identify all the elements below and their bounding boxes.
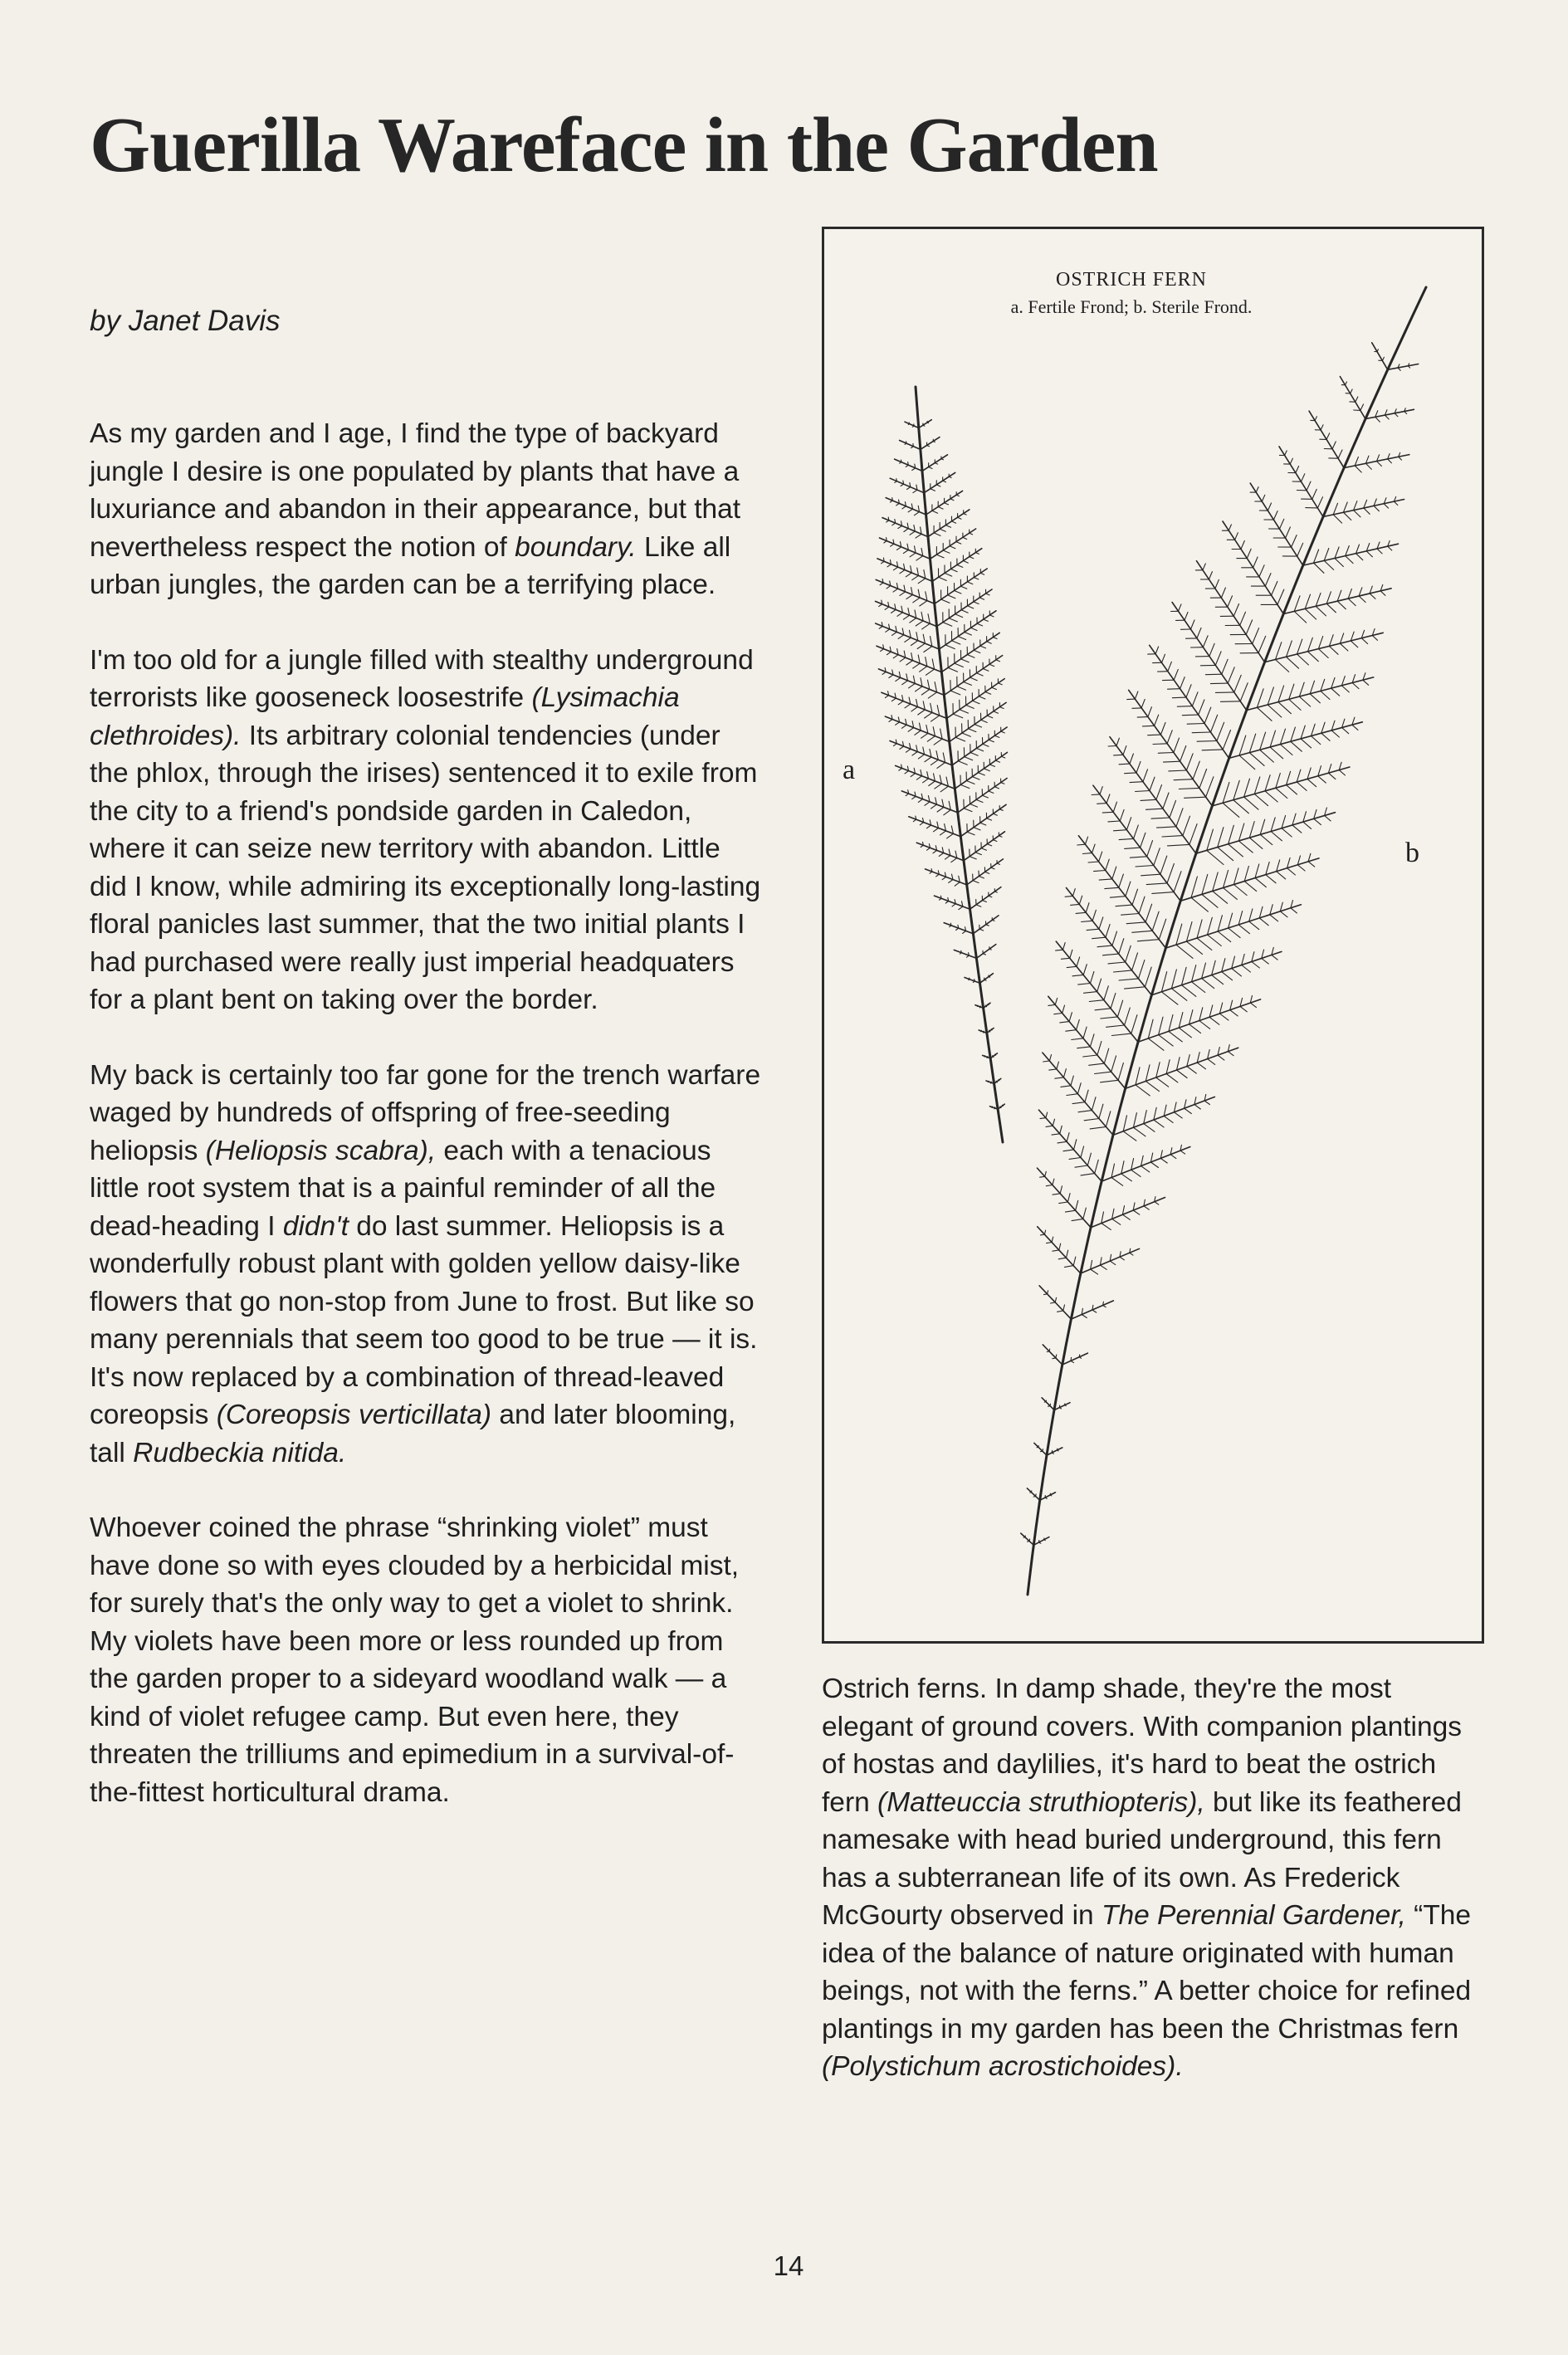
latin-name-coreopsis: (Coreopsis verticillata) xyxy=(216,1400,492,1430)
label-sterile-frond: b xyxy=(1405,838,1419,868)
text-run: do last summer. Heliopsis is a wonderfully robust plant with golden yellow daisy-like flowers that go non-stop from June to frost. But like so many perennials that seem too good to be true — it is. It's now replaced by a combination of thread-leaved coreopsis xyxy=(90,1210,758,1430)
figure-caption: a. Fertile Frond; b. Sterile Frond. xyxy=(1010,296,1253,317)
text-run: As my garden and I age, I find the type of backyard jungle I desire is one populated by plants that have a luxuriance and abandon in their appearance, but that nevertheless respect the notion of xyxy=(90,418,741,563)
emphasis-boundary: boundary. xyxy=(515,531,637,563)
latin-name-polystichum: (Polystichum acrostichoides). xyxy=(822,2051,1184,2082)
text-run: Ostrich ferns. In damp shade, they're the most elegant of ground covers. With companion plantings of hostas and daylilies, it's hard to beat the ostrich fern xyxy=(822,1673,1462,1818)
byline: by Janet Davis xyxy=(90,305,281,337)
article-title: Guerilla Wareface in the Garden xyxy=(90,102,1158,188)
text-run: My back is certainly too far gone for the trench warfare waged by hundreds of offspring of free-seeding heliopsis xyxy=(90,1059,761,1166)
paragraph-4: Whoever coined the phrase “shrinking violet” must have done so with eyes clouded by a herbicidal mist, for surely that's the only way to get a violet to shrink. My violets have been more or less rounded up from the garden proper to a sideyard woodland walk — a kind of violet refugee camp. But even here, they threaten the trilliums and epimedium in a survival-of-the-fittest horticultural drama. xyxy=(90,1512,740,1808)
text-run: but like its feathered namesake with head buried underground, this fern has a subterranean life of its own. As Frederick McGourty observed in xyxy=(822,1786,1462,1931)
book-title: The Perennial Gardener, xyxy=(1102,1900,1406,1931)
latin-name-lysimachia: (Lysimachia clethroides). xyxy=(90,682,680,751)
page-number: 14 xyxy=(773,2250,804,2281)
paragraph-3 xyxy=(90,1057,762,1473)
text-run: I'm too old for a jungle filled with stealthy underground terrorists like gooseneck loosestrife xyxy=(90,644,754,713)
ostrich-fern-illustration xyxy=(822,227,1484,1644)
text-run: Like all urban jungles, the garden can be a terrifying place. xyxy=(90,531,731,600)
latin-name-rudbeckia: Rudbeckia nitida. xyxy=(133,1437,347,1468)
latin-name-heliopsis: (Heliopsis scabra), xyxy=(205,1135,437,1166)
paragraph-2 xyxy=(90,642,762,1019)
paragraph-1 xyxy=(90,415,762,604)
paragraph-5 xyxy=(822,1670,1486,2086)
text-run: “The idea of the balance of nature originated with human beings, not with the ferns.” A better choice for refined plantings in my garden has been the Christmas fern xyxy=(822,1900,1472,2045)
latin-name-matteuccia: (Matteuccia struthiopteris), xyxy=(877,1786,1205,1818)
figure-title: OSTRICH FERN xyxy=(1055,269,1208,291)
emphasis-didnt: didn't xyxy=(282,1210,349,1242)
label-fertile-frond: a xyxy=(843,755,856,785)
left-column xyxy=(90,415,762,1811)
text-run: and later blooming, tall xyxy=(90,1400,736,1468)
fern-drawing-icon xyxy=(824,229,1482,1641)
text-run: each with a tenacious little root system that is a painful reminder of all the dead-heading I xyxy=(90,1135,716,1242)
text-run: Its arbitrary colonial tendencies (under the phlox, through the irises) sentenced it to exile from the city to a friend's pondside garden in Caledon, where it can seize new territory with abandon. Little did I know, while admiring its exceptionally long-lasting floral panicles last summer, that the two initial plants I had purchased were really just imperial headquaters for a plant bent on taking over the border. xyxy=(90,720,761,1015)
right-column xyxy=(822,1670,1486,2086)
